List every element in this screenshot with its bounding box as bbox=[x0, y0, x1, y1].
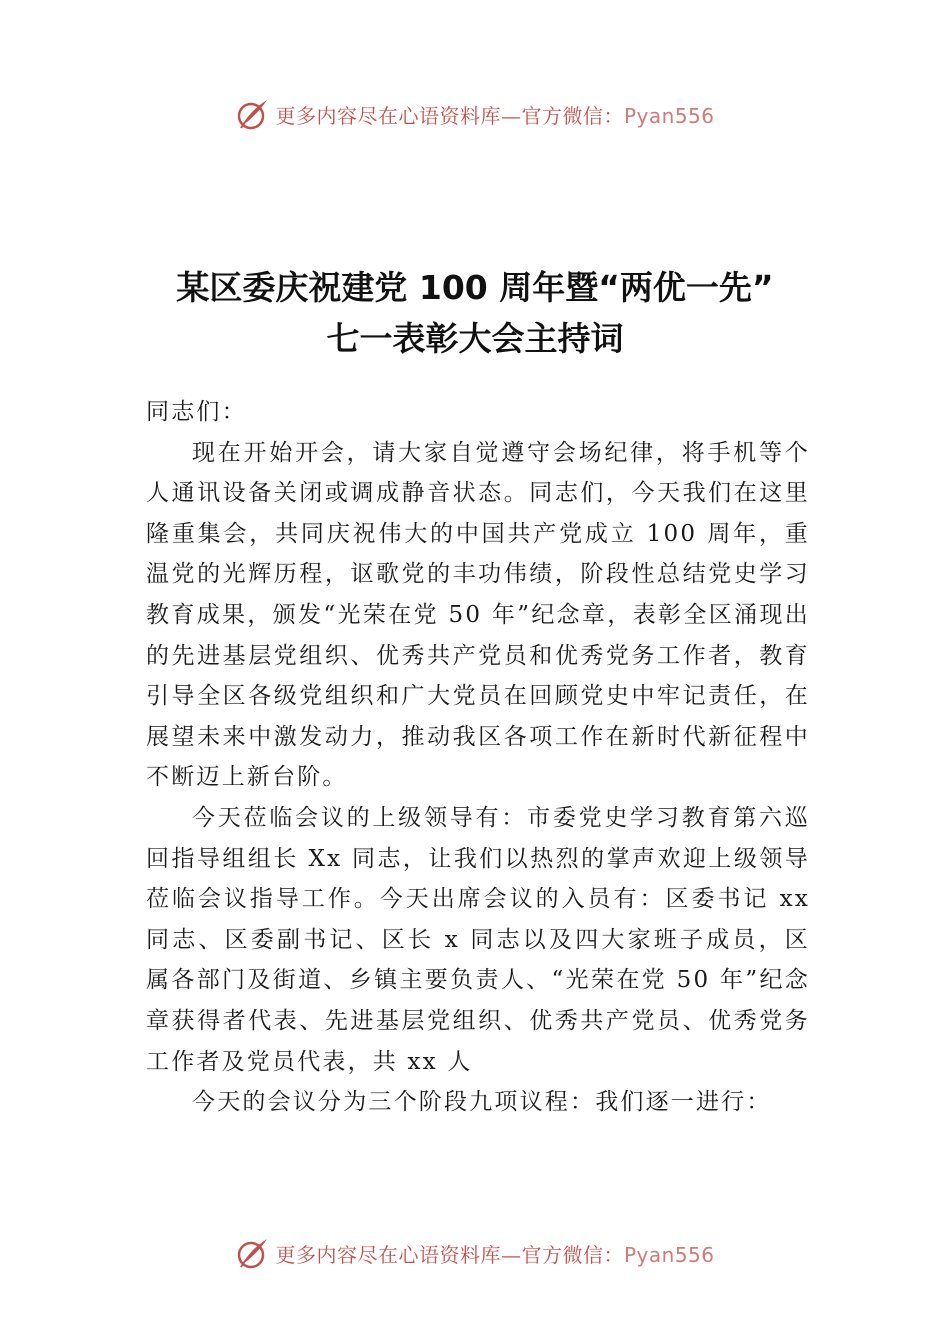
title-line-1: 某区委庆祝建党 100 周年暨“两优一先” bbox=[176, 268, 774, 307]
document-title bbox=[80, 262, 870, 364]
watermark-separator: — bbox=[500, 103, 522, 128]
paragraph-opening: 现在开始开会，请大家自觉遵守会场纪律，将手机等个人通讯设备关闭或调成静音状态。同志们，今天我们在这里隆重集会，共同庆祝伟大的中国共产党成立 100 周年，重温党的光辉历程，讴歌党的丰功伟绩，阶段性总结党史学习教育成果，颁发“光荣在党 50 年”纪念章，表彰全区涌现出的先进基层党组织、优秀共产党员和优秀党务工作者，教育引导全区各级党组织和广大党员在回顾党史中牢记责任，在展望未来中激发动力，推动我区各项工作在新时代新征程中不断迈上新台阶。 bbox=[146, 439, 810, 791]
title-line-2: 七一表彰大会主持词 bbox=[326, 319, 624, 358]
watermark-header bbox=[0, 94, 950, 134]
watermark-wechat-label: 官方微信： bbox=[521, 1242, 624, 1267]
salutation: 同志们： bbox=[146, 399, 247, 425]
watermark-text bbox=[275, 1239, 714, 1268]
watermark-wechat-id: Pyan556 bbox=[623, 1242, 715, 1267]
watermark-footer bbox=[0, 1233, 950, 1273]
quill-logo-icon bbox=[235, 96, 271, 132]
watermark-site-text: 更多内容尽在心语资料库 bbox=[275, 103, 501, 128]
watermark-wechat-label: 官方微信： bbox=[521, 103, 624, 128]
watermark-text bbox=[275, 100, 714, 129]
paragraph-attendees: 今天莅临会议的上级领导有：市委党史学习教育第六巡回指导组组长 Xx 同志，让我们以热烈的掌声欢迎上级领导莅临会议指导工作。今天出席会议的入员有：区委书记 xx 同志、区委副书记、区长 x 同志以及四大家班子成员，区属各部门及街道、乡镇主要负责人、“光荣在党 50 年”纪念章获得者代表、先进基层党组织、优秀共产党员、优秀党务工作者及党员代表，共 xx 人 bbox=[146, 804, 810, 1075]
paragraph-agenda: 今天的会议分为三个阶段九项议程：我们逐一进行： bbox=[192, 1089, 772, 1116]
watermark-site-text: 更多内容尽在心语资料库 bbox=[275, 1242, 501, 1267]
quill-logo-icon bbox=[235, 1235, 271, 1271]
document-body bbox=[146, 392, 810, 1123]
watermark-wechat-id: Pyan556 bbox=[623, 103, 715, 128]
watermark-separator: — bbox=[500, 1242, 522, 1267]
